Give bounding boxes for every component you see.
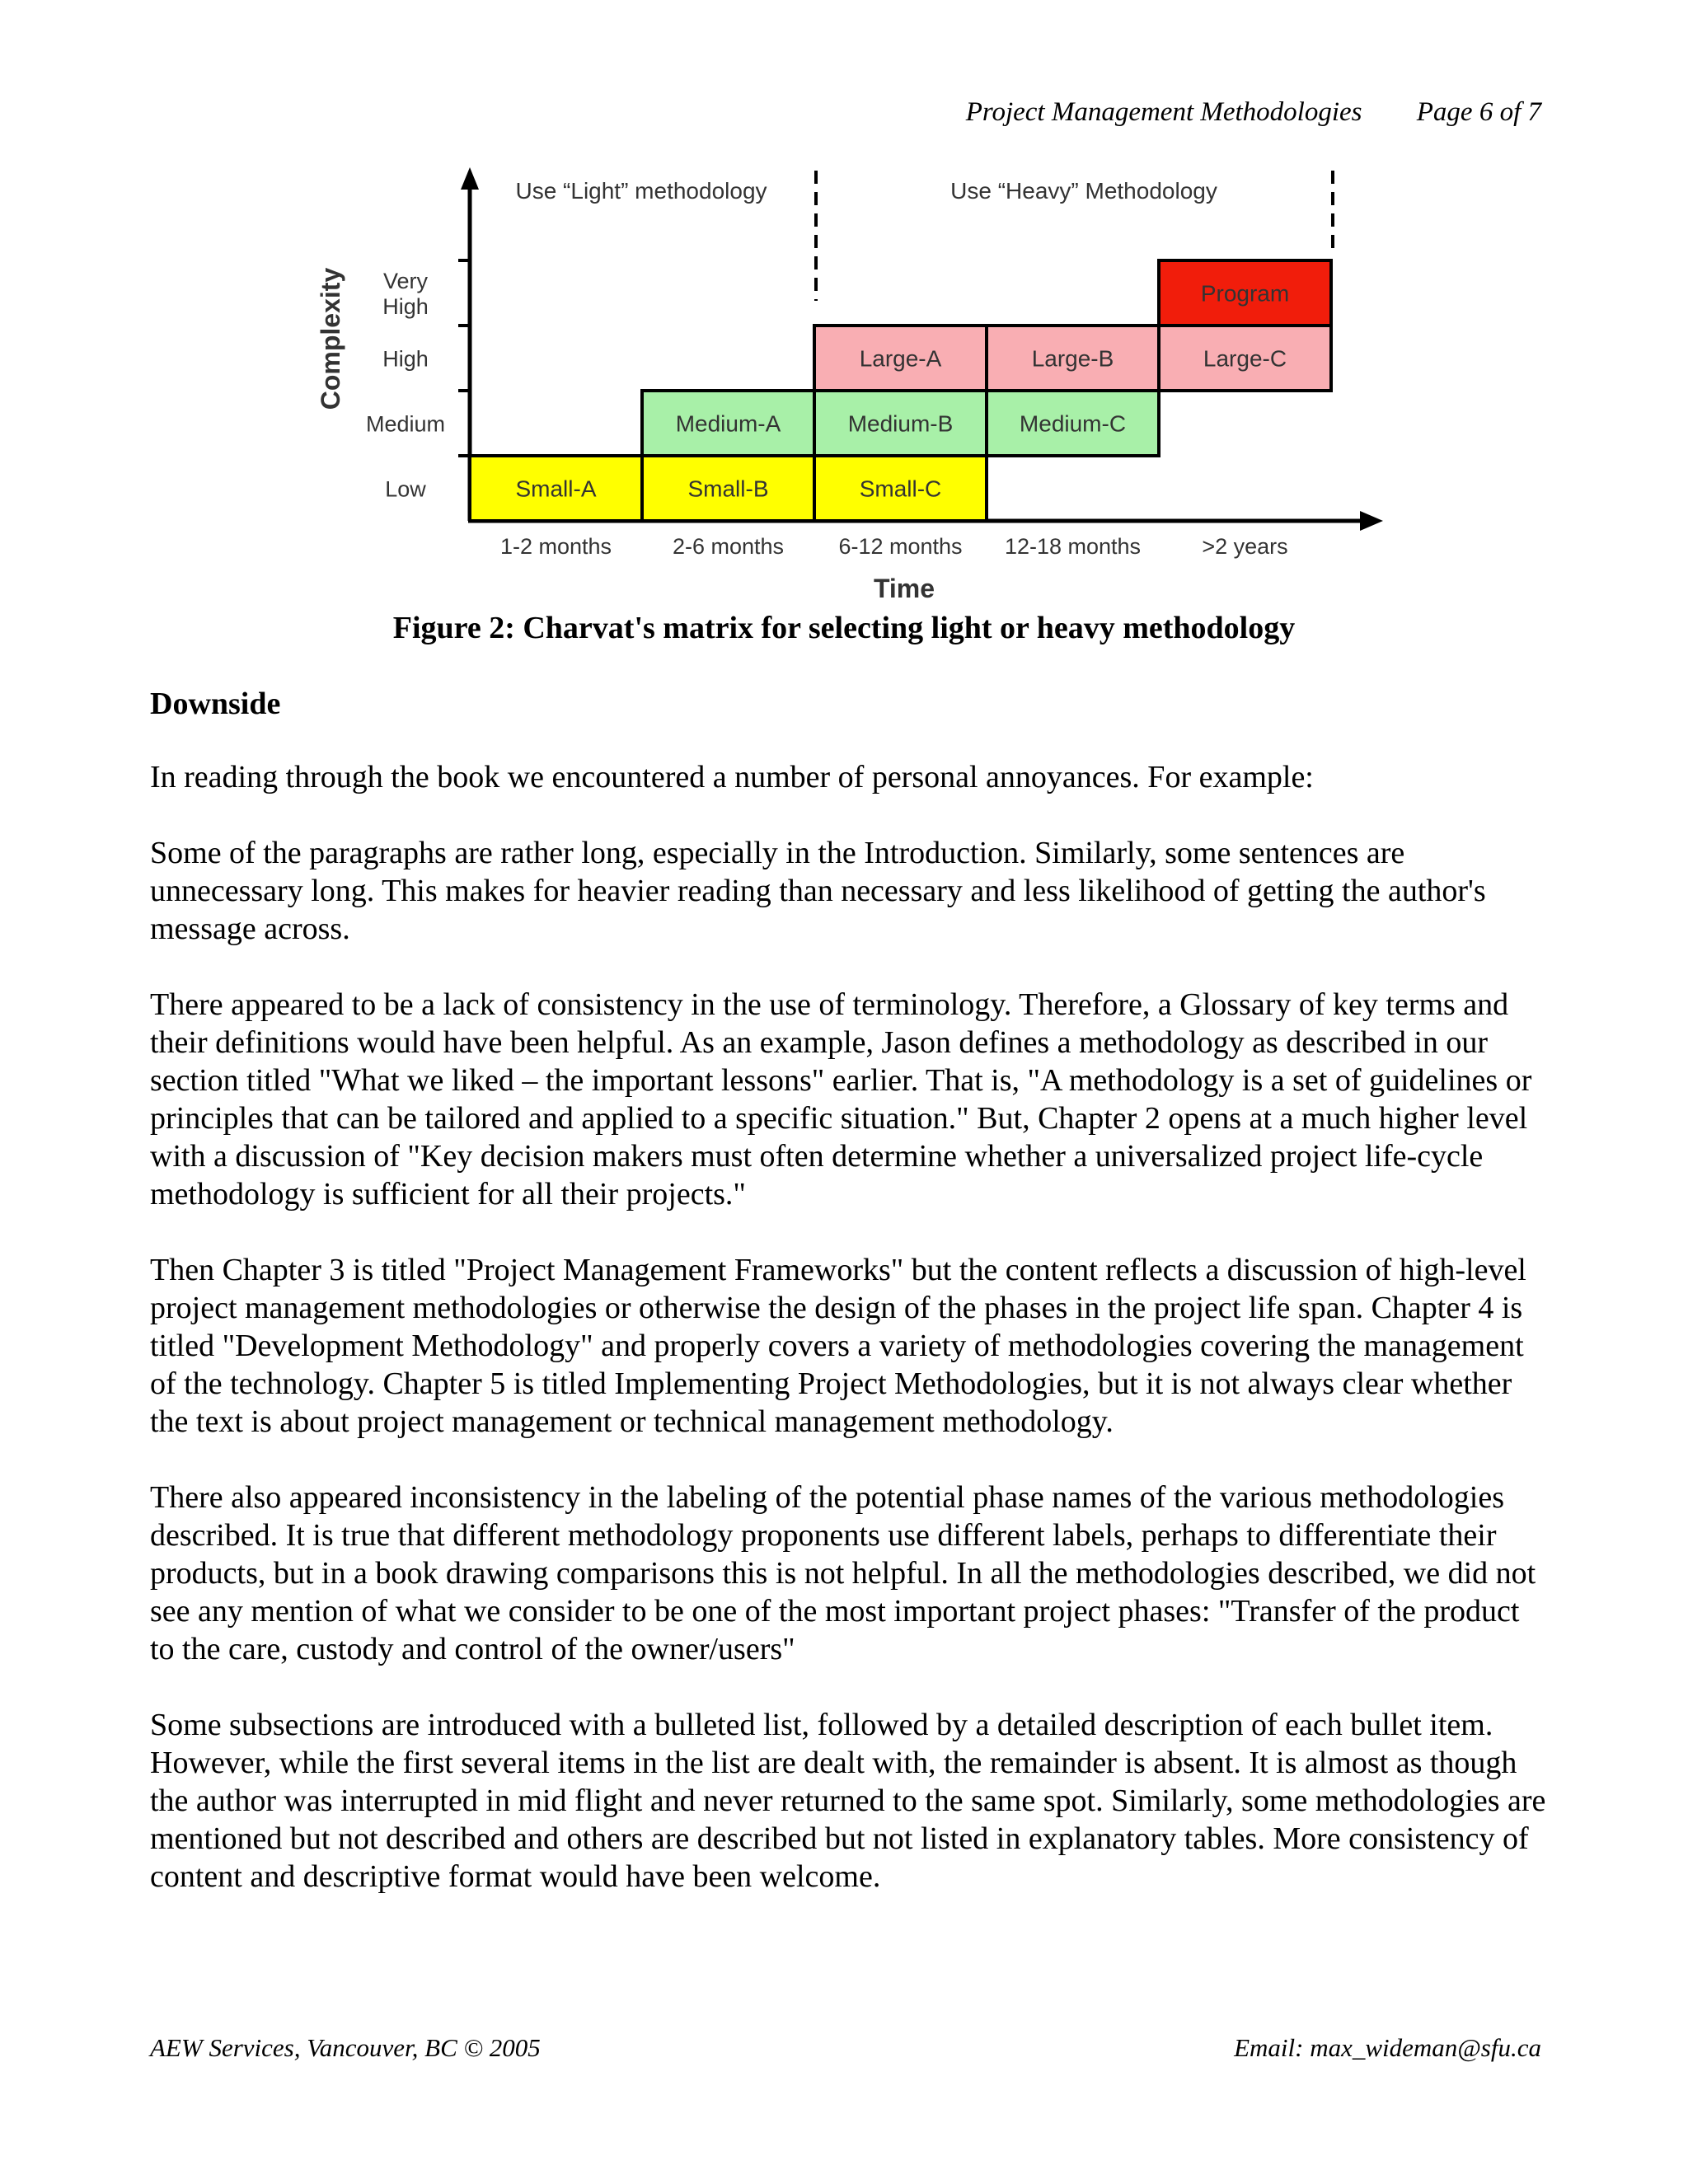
y-tick-label: Medium [365, 411, 446, 437]
y-tick-label: Very High [382, 269, 429, 319]
cell-label-small-b: Small-B [687, 476, 769, 502]
region-label-light: Use “Light” methodology [515, 178, 767, 204]
footer-email: Email: max_wideman@sfu.ca [1234, 2033, 1541, 2062]
x-axis-arrow [1360, 511, 1383, 531]
x-tick-label: 2-6 months [672, 534, 785, 559]
figure-caption: Figure 2: Charvat's matrix for selecting light or heavy methodology [392, 611, 1296, 645]
cell-label-medium-b: Medium-B [847, 410, 954, 437]
charvat-matrix-chart [297, 161, 1393, 610]
region-label-heavy: Use “Heavy” Methodology [950, 178, 1217, 204]
cell-label-large-b: Large-B [1031, 345, 1114, 372]
body-text [150, 758, 1551, 1933]
paragraph-2: Some of the paragraphs are rather long, especially in the Introduction. Similarly, some sentences are unnecessary long. This makes for heavier reading than necessary and less likelihood of getting the author's message across. [150, 836, 1486, 946]
x-tick-label: 1-2 months [499, 534, 612, 559]
x-axis-title: Time [873, 574, 935, 603]
paragraph-1: In reading through the book we encountered a number of personal annoyances. For example: [150, 760, 1314, 794]
page-header [966, 97, 1541, 128]
cell-label-small-c: Small-C [859, 476, 942, 502]
cell-label-large-c: Large-C [1203, 345, 1287, 372]
cell-label-large-a: Large-A [859, 345, 942, 372]
section-heading-downside: Downside [150, 687, 281, 721]
paragraph-5: There also appeared inconsistency in the labeling of the potential phase names of the various methodologies described. It is true that different methodology proponents use different labels, perhaps to differentiate their products, but in a book drawing comparisons this is not helpful. In all the methodologies described, we did not see any mention of what we consider to be one of the most important project phases: "Transfer of the product to the care, custody and control of the owner/users" [150, 1480, 1536, 1666]
y-tick-label: High [382, 346, 429, 372]
paragraph-6: Some subsections are introduced with a bulleted list, followed by a detailed description of each bullet item. However, while the first several items in the list are dealt with, the remainder is absent. It is almost as though the author was interrupted in mid flight and never returned to the same spot. Similarly, some methodologies are mentioned but not described and others are described but not listed in explanatory tables. More consistency of content and descriptive format would have been welcome. [150, 1708, 1546, 1894]
x-tick-label: >2 years [1202, 534, 1288, 559]
header-doc-title: Project Management Methodologies [965, 97, 1362, 127]
x-tick-label: 6-12 months [838, 534, 963, 559]
cell-label-small-a: Small-A [515, 476, 597, 502]
paragraph-4: Then Chapter 3 is titled "Project Management Frameworks" but the content reflects a discussion of high-level project management methodologies or otherwise the design of the phases in the project life span. Chapter 4 is titled "Development Methodology" and properly covers a variety of methodologies covering the management of the technology. Chapter 5 is titled Implementing Project Methodologies, but it is not always clear whether the text is about project management or technical management methodology. [150, 1253, 1526, 1439]
footer-copyright: AEW Services, Vancouver, BC © 2005 [150, 2033, 541, 2062]
x-tick-label: 12-18 months [1004, 534, 1142, 559]
cell-label-medium-a: Medium-A [675, 410, 781, 437]
paragraph-3: There appeared to be a lack of consistency in the use of terminology. Therefore, a Glossary of key terms and their definitions would have been helpful. As an example, Jason defines a methodology as described in our section titled "What we liked – the important lessons" earlier. That is, "A methodology is a set of guidelines or principles that can be tailored and applied to a specific situation." But, Chapter 2 opens at a much higher level with a discussion of "Key decision makers must often determine whether a universalized project life-cycle methodology is sufficient for all their projects." [150, 987, 1532, 1212]
y-axis-title: Complexity [316, 267, 345, 410]
cell-label-program: Program [1200, 280, 1290, 307]
cell-label-medium-c: Medium-C [1019, 410, 1127, 437]
y-tick-label: Low [385, 476, 426, 502]
header-page-number: Page 6 of 7 [1416, 97, 1541, 127]
y-axis-arrow [461, 167, 479, 190]
